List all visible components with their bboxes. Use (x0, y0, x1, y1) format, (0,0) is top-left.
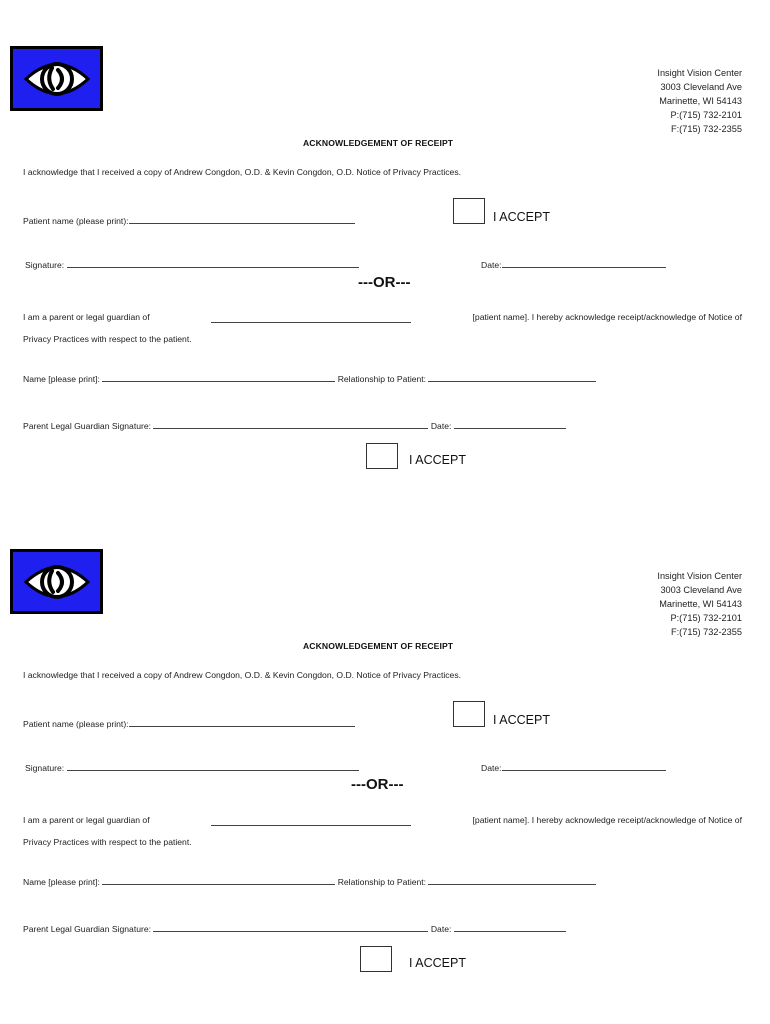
clinic-phone: P:(715) 732-2101 (670, 613, 742, 623)
eye-logo-icon (10, 46, 103, 111)
guardian-statement-line2: Privacy Practices with respect to the patient. (23, 837, 192, 847)
patient-name-row (23, 716, 355, 729)
guardian-accept-label: I ACCEPT (409, 956, 466, 970)
guardian-name-field[interactable] (102, 874, 335, 885)
guardian-signature-field[interactable] (153, 418, 428, 429)
name-label: Name [please print]: (23, 877, 100, 887)
guardian-date-field[interactable] (454, 418, 566, 429)
patient-name-field[interactable] (129, 716, 355, 727)
name-label: Name [please print]: (23, 374, 100, 384)
guardian-suffix: [patient name]. I hereby acknowledge receipt/acknowledge of Notice of (472, 312, 742, 322)
accept-label: I ACCEPT (493, 713, 550, 727)
date-row (481, 257, 666, 270)
guardian-accept-checkbox[interactable] (366, 443, 398, 469)
guardian-signature-label: Parent Legal Guardian Signature: (23, 421, 152, 431)
guardian-signature-row (23, 418, 566, 431)
accept-checkbox[interactable] (453, 198, 485, 224)
clinic-address (657, 569, 742, 639)
guardian-date-label: Date: (430, 421, 452, 431)
patient-name-label: Patient name (please print): (23, 216, 129, 226)
clinic-fax: F:(715) 732-2355 (671, 124, 742, 134)
acknowledgement-form-1 (0, 0, 770, 500)
date-label: Date: (481, 763, 502, 773)
guardian-statement-line2: Privacy Practices with respect to the patient. (23, 334, 192, 344)
patient-name-label: Patient name (please print): (23, 719, 129, 729)
guardian-accept-label: I ACCEPT (409, 453, 466, 467)
accept-label: I ACCEPT (493, 210, 550, 224)
signature-field[interactable] (67, 257, 359, 268)
guardian-patient-name-field[interactable] (211, 312, 411, 323)
guardian-signature-field[interactable] (153, 921, 428, 932)
guardian-signature-row (23, 921, 566, 934)
eye-logo-icon (10, 549, 103, 614)
clinic-phone: P:(715) 732-2101 (670, 110, 742, 120)
or-divider: ---OR--- (358, 274, 411, 291)
guardian-date-field[interactable] (454, 921, 566, 932)
guardian-prefix: I am a parent or legal guardian of (23, 815, 150, 825)
relationship-label: Relationship to Patient: (337, 877, 427, 887)
guardian-name-row (23, 371, 596, 384)
guardian-statement (23, 815, 742, 826)
form-title: ACKNOWLEDGEMENT OF RECEIPT (303, 138, 454, 148)
form-title: ACKNOWLEDGEMENT OF RECEIPT (303, 641, 454, 651)
clinic-name: Insight Vision Center (657, 68, 742, 78)
signature-label: Signature: (25, 763, 65, 773)
patient-name-field[interactable] (129, 213, 355, 224)
clinic-city: Marinette, WI 54143 (659, 599, 742, 609)
clinic-address (657, 66, 742, 136)
guardian-date-label: Date: (430, 924, 452, 934)
acknowledgement-statement: I acknowledge that I received a copy of Andrew Congdon, O.D. & Kevin Congdon, O.D. Notice of Privacy Practices. (23, 167, 462, 177)
guardian-accept-checkbox[interactable] (360, 946, 392, 972)
acknowledgement-statement: I acknowledge that I received a copy of Andrew Congdon, O.D. & Kevin Congdon, O.D. Notice of Privacy Practices. (23, 670, 462, 680)
date-field[interactable] (502, 760, 666, 771)
signature-field[interactable] (67, 760, 359, 771)
patient-name-row (23, 213, 355, 226)
signature-row (25, 257, 359, 270)
guardian-name-field[interactable] (102, 371, 335, 382)
guardian-name-row (23, 874, 596, 887)
accept-checkbox[interactable] (453, 701, 485, 727)
guardian-suffix: [patient name]. I hereby acknowledge receipt/acknowledge of Notice of (472, 815, 742, 825)
date-label: Date: (481, 260, 502, 270)
relationship-field[interactable] (428, 874, 596, 885)
relationship-label: Relationship to Patient: (337, 374, 427, 384)
or-divider: ---OR--- (351, 776, 404, 793)
guardian-signature-label: Parent Legal Guardian Signature: (23, 924, 152, 934)
clinic-city: Marinette, WI 54143 (659, 96, 742, 106)
guardian-patient-name-field[interactable] (211, 815, 411, 826)
relationship-field[interactable] (428, 371, 596, 382)
clinic-fax: F:(715) 732-2355 (671, 627, 742, 637)
date-field[interactable] (502, 257, 666, 268)
signature-label: Signature: (25, 260, 65, 270)
guardian-prefix: I am a parent or legal guardian of (23, 312, 150, 322)
date-row (481, 760, 666, 773)
acknowledgement-form-2 (0, 503, 770, 1003)
guardian-statement (23, 312, 742, 323)
clinic-street: 3003 Cleveland Ave (660, 585, 742, 595)
signature-row (25, 760, 359, 773)
clinic-name: Insight Vision Center (657, 571, 742, 581)
clinic-street: 3003 Cleveland Ave (660, 82, 742, 92)
